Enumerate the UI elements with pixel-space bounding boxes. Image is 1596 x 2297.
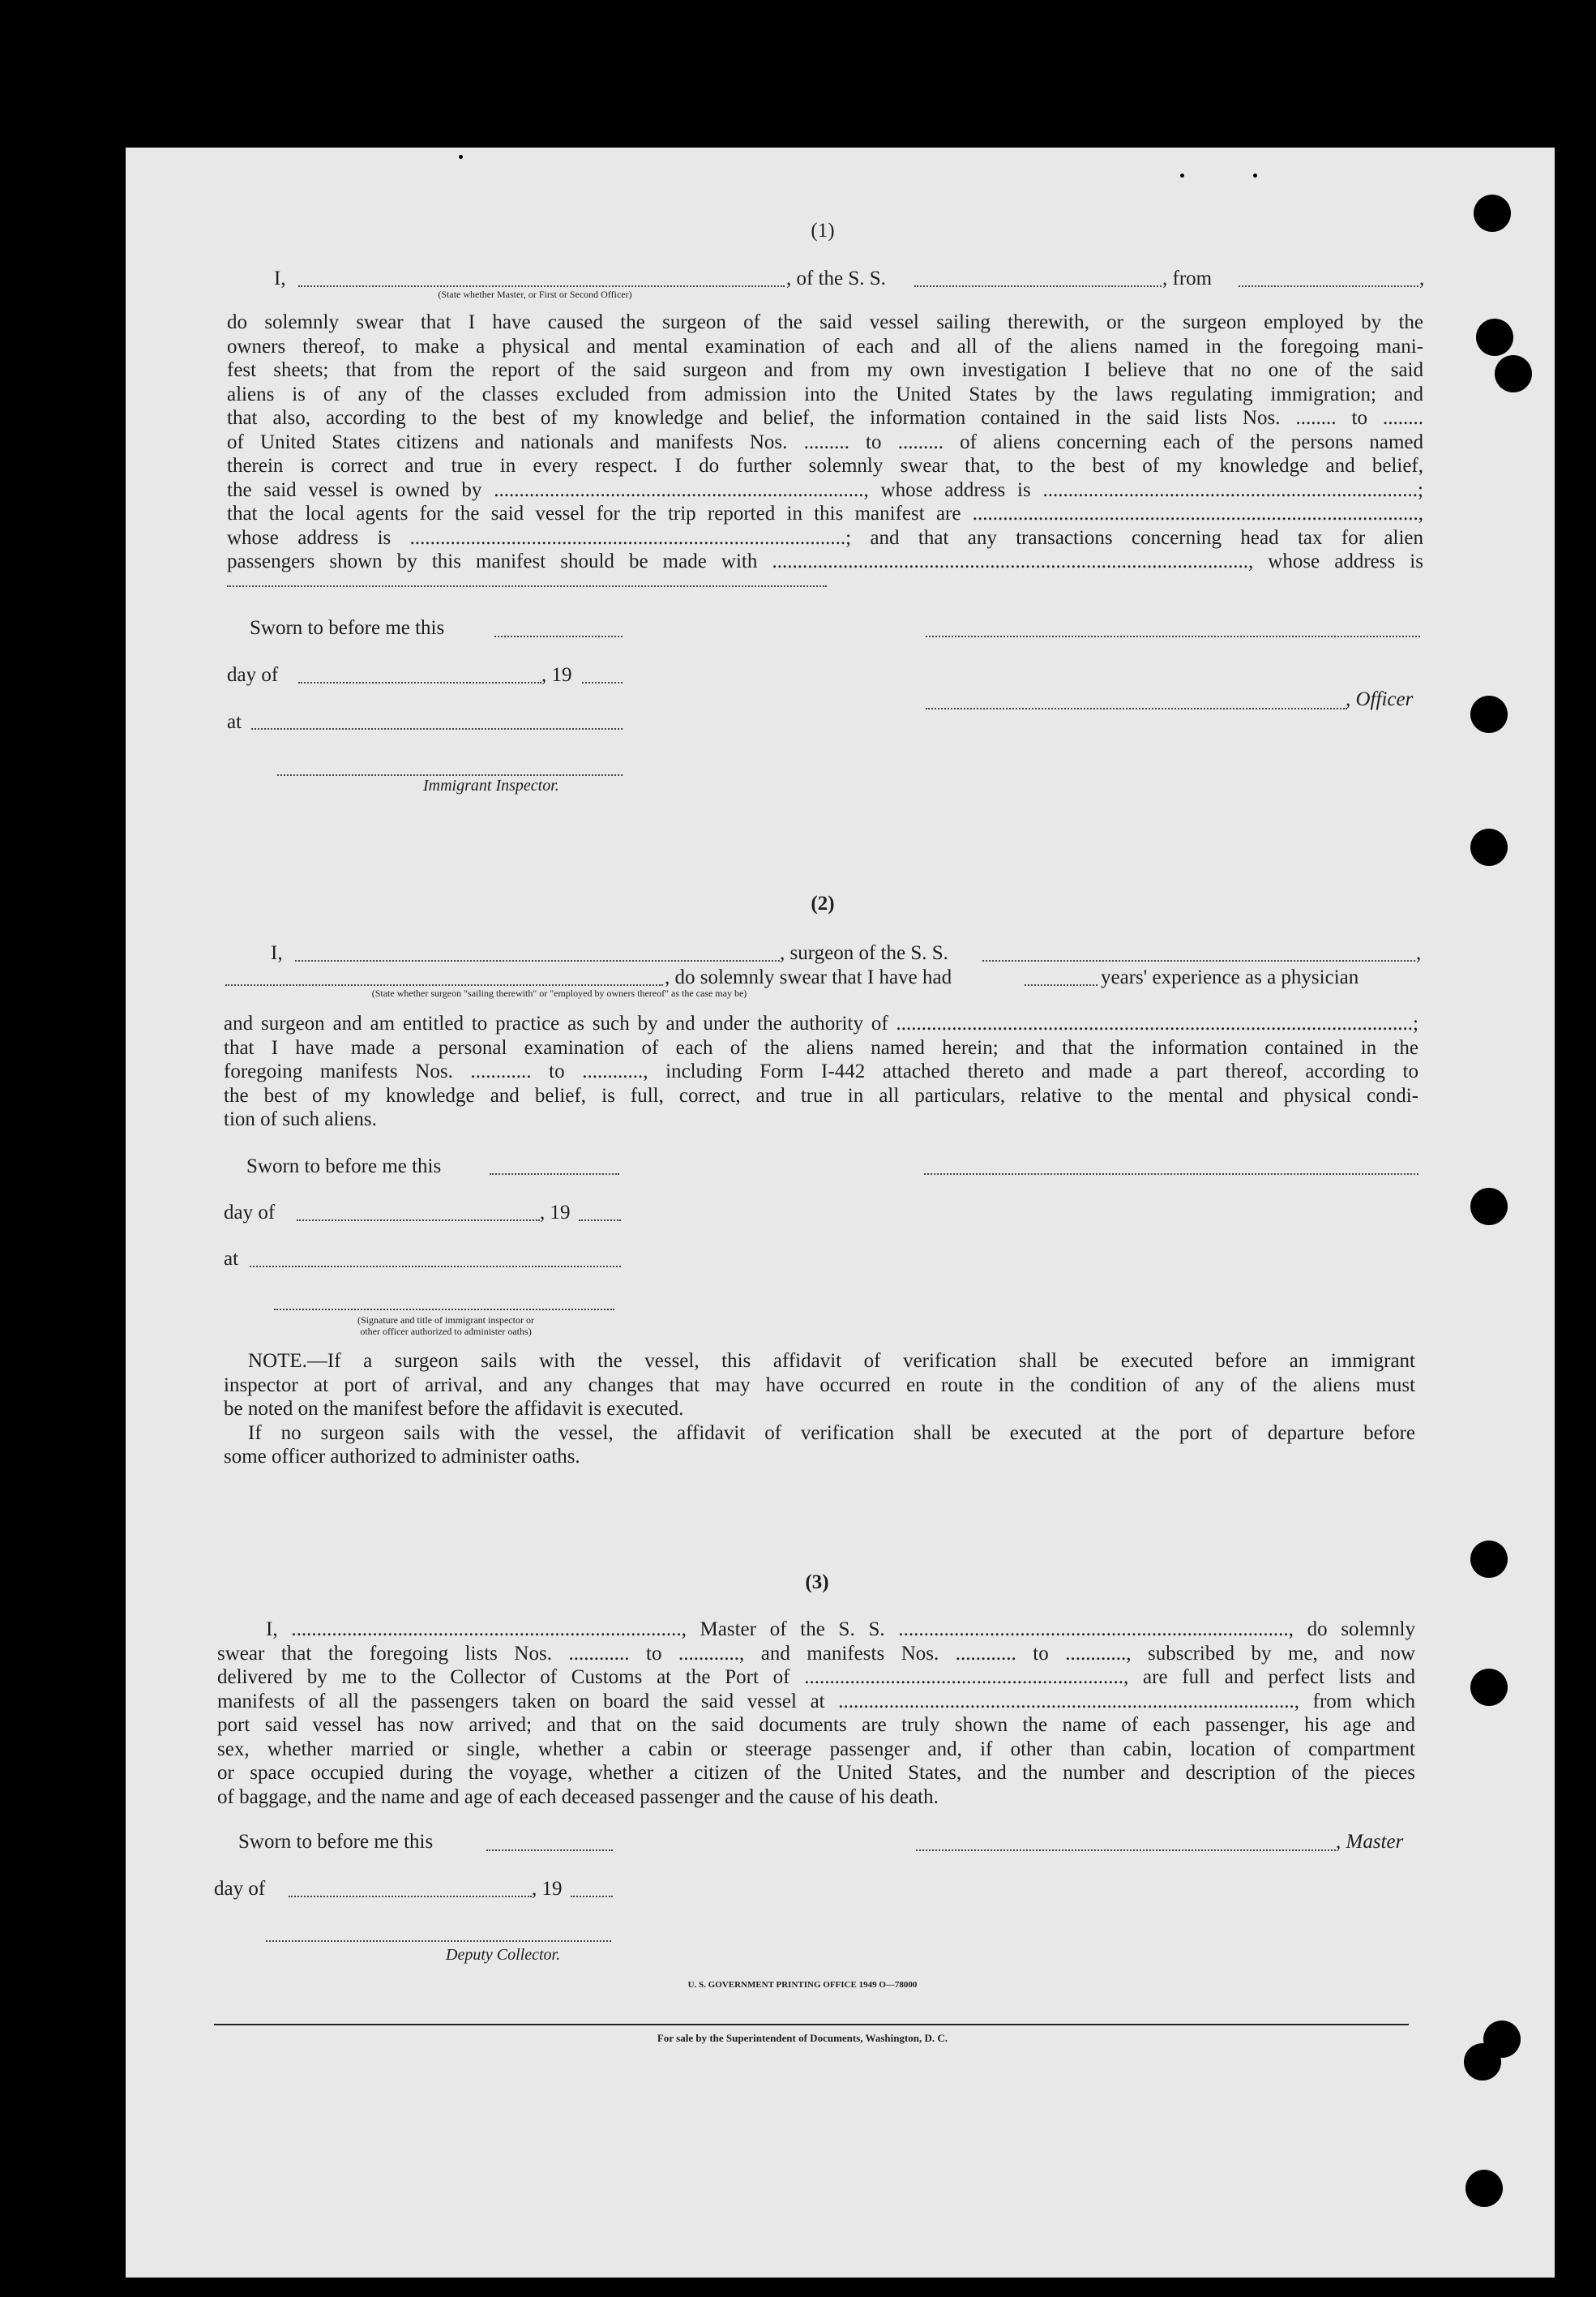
note-line: NOTE.—If a surgeon sails with the vessel, this affidavit of verification shall be executed before an immigrant xyxy=(248,1350,1415,1372)
section-3-oath xyxy=(217,1618,1415,1809)
punch-hole xyxy=(1470,829,1508,866)
note-line: some officer authorized to administer oaths. xyxy=(224,1446,580,1468)
verification-note xyxy=(224,1349,1415,1469)
section-1-oath xyxy=(227,311,1423,574)
signature-line xyxy=(926,636,1420,637)
day-of-label: day of xyxy=(227,664,279,686)
footer-rule xyxy=(214,2024,1409,2025)
speck xyxy=(1253,174,1257,178)
section-2-comma: , xyxy=(1416,942,1422,964)
section-2-i: I, xyxy=(271,942,283,964)
signature-note: (Signature and title of immigrant inspector or xyxy=(357,1314,534,1326)
punch-hole xyxy=(1464,2043,1501,2081)
printing-office-imprint: U. S. GOVERNMENT PRINTING OFFICE 1949 O—78000 xyxy=(687,1980,918,1990)
section-2-number: (2) xyxy=(811,893,835,915)
section-1-number: (1) xyxy=(811,220,835,242)
sworn-label: Sworn to before me this xyxy=(246,1155,442,1177)
blank-surgeon-status xyxy=(225,984,663,986)
speck xyxy=(459,155,463,159)
note-line: inspector at port of arrival, and any changes that may have occurred en route in the condition of any of the aliens must xyxy=(224,1373,1415,1396)
at-label: at xyxy=(224,1248,239,1270)
section-2-years: years' experience as a physician xyxy=(1101,966,1359,988)
punch-hole xyxy=(1470,1541,1508,1578)
blank-sworn-date xyxy=(490,1173,619,1175)
oath-line: that also, according to the best of my knowledge and belief, the information contained in the said lists Nos. ........ to ........ xyxy=(227,407,1423,429)
section-2-swear: , do solemnly swear that I have had xyxy=(665,966,952,988)
oath-line: aliens is of any of the classes excluded from admission into the United States by the laws regulating immigration; and xyxy=(227,383,1423,405)
blank-vessel xyxy=(914,285,1162,287)
master-signature-line xyxy=(916,1849,1336,1851)
blank-sworn-date xyxy=(486,1849,613,1851)
blank-surgeon-vessel xyxy=(982,960,1415,962)
inspector-label: Immigrant Inspector. xyxy=(423,777,559,795)
blank-place xyxy=(250,1266,621,1267)
punch-hole xyxy=(1470,696,1508,733)
oath-line: whose address is ......................................................................................; and that any transactions concerning head tax for alien xyxy=(227,526,1423,549)
oath-line: of baggage, and the name and age of each deceased passenger and the cause of his death. xyxy=(217,1785,939,1808)
oath-line: sex, whether married or single, whether a cabin or steerage passenger and, if other than cabin, location of compartment xyxy=(217,1738,1415,1760)
speck xyxy=(1180,174,1184,178)
at-label: at xyxy=(227,711,242,733)
sale-notice: For sale by the Superintendent of Documents, Washington, D. C. xyxy=(657,2032,948,2044)
oath-line: owners thereof, to make a physical and mental examination of each and all of the aliens named in the foregoing mani- xyxy=(227,335,1423,358)
punch-hole xyxy=(1470,1188,1508,1225)
section-2-oath xyxy=(224,1012,1418,1132)
blank-year xyxy=(571,1896,613,1897)
oath-line: I, ............................................................................., Master of the S. S. ............................................................................., do solemnly xyxy=(266,1618,1415,1640)
oath-line: do solemnly swear that I have caused the surgeon of the said vessel sailing therewith, or the surgeon employed by the xyxy=(227,311,1423,333)
section-3-number: (3) xyxy=(805,1571,829,1593)
section-2-surgeon-of: , surgeon of the S. S. xyxy=(780,942,948,964)
punch-hole xyxy=(1495,355,1532,392)
sworn-label: Sworn to before me this xyxy=(250,617,445,639)
oath-line: tion of such aliens. xyxy=(224,1108,377,1130)
day-of-label: day of xyxy=(214,1878,266,1900)
blank-day xyxy=(289,1896,532,1897)
oath-line: manifests of all the passengers taken on board the said vessel at .........................................................................................., from which xyxy=(217,1690,1415,1712)
punch-hole xyxy=(1470,1669,1508,1706)
year-label: , 19 xyxy=(540,1202,571,1223)
section-1-from: , from xyxy=(1162,268,1213,289)
oath-line: delivered by me to the Collector of Customs at the Port of ..............................................................., are full and perfect lists and xyxy=(217,1666,1415,1688)
official-signature-line xyxy=(274,1309,614,1310)
year-label: , 19 xyxy=(532,1878,563,1900)
oath-line: port said vessel has now arrived; and that on the said documents are truly shown the name of each passenger, his age and xyxy=(217,1714,1415,1736)
blank-port xyxy=(1239,285,1418,287)
blank-surgeon-name xyxy=(295,960,780,962)
blank-name xyxy=(298,285,785,287)
signature-line xyxy=(924,1173,1418,1175)
section-1-i: I, xyxy=(274,268,286,289)
officer-signature-line xyxy=(926,708,1347,709)
section-1-of-ss: , of the S. S. xyxy=(786,268,886,289)
day-of-label: day of xyxy=(224,1202,276,1223)
oath-line: of United States citizens and nationals and manifests Nos. ......... to ......... of aliens concerning each of the persons named xyxy=(227,431,1423,453)
punch-hole xyxy=(1465,2170,1503,2207)
note-line: be noted on the manifest before the affidavit is executed. xyxy=(224,1398,684,1420)
officer-rank-note: (State whether Master, or First or Second Officer) xyxy=(438,289,632,300)
master-label: , Master xyxy=(1336,1831,1404,1853)
signature-note: other officer authorized to administer oaths) xyxy=(360,1326,532,1337)
oath-line: fest sheets; that from the report of the said surgeon and from my own investigation I believe that no one of the said xyxy=(227,359,1423,381)
collector-signature-line xyxy=(266,1940,611,1942)
blank-place xyxy=(251,728,623,730)
surgeon-status-note: (State whether surgeon "sailing therewith" or "employed by owners thereof" as the case may be) xyxy=(371,988,747,999)
blank-day xyxy=(297,1219,540,1221)
blank-sworn-date xyxy=(494,636,623,637)
oath-line: that I have made a personal examination of each of the aliens named herein; and that the information contained in the xyxy=(224,1036,1418,1059)
blank-year xyxy=(582,682,623,684)
oath-line: that the local agents for the said vessel for the trip reported in this manifest are ........................................................................................, xyxy=(227,503,1423,525)
punch-hole xyxy=(1474,195,1511,232)
year-label: , 19 xyxy=(541,664,572,686)
blank-agent-address xyxy=(227,585,827,587)
sworn-label: Sworn to before me this xyxy=(238,1831,434,1853)
deputy-collector-label: Deputy Collector. xyxy=(446,1946,561,1964)
punch-hole xyxy=(1476,319,1513,356)
oath-line: and surgeon and am entitled to practice as such by and under the authority of ......................................................................................................; xyxy=(224,1013,1418,1035)
officer-label: , Officer xyxy=(1346,688,1414,710)
section-1-comma: , xyxy=(1419,268,1425,289)
oath-line: foregoing manifests Nos. ............ to ............, including Form I-442 attached thereto and made a part thereof, according to xyxy=(224,1061,1418,1082)
oath-line: the best of my knowledge and belief, is full, correct, and true in all particulars, relative to the mental and physical condi- xyxy=(224,1084,1418,1107)
blank-year xyxy=(579,1219,621,1221)
oath-line: swear that the foregoing lists Nos. ............ to ............, and manifests Nos. ............ to ............, subscribed by me, and now xyxy=(217,1642,1415,1665)
oath-line: or space occupied during the voyage, whether a citizen of the United States, and the number and description of the pieces xyxy=(217,1762,1415,1784)
blank-years xyxy=(1025,984,1098,986)
blank-day xyxy=(298,682,541,684)
oath-line: passengers shown by this manifest should be made with .............................................................................................., whose address is xyxy=(227,551,1423,572)
note-line: If no surgeon sails with the vessel, the affidavit of verification shall be executed at the port of departure before xyxy=(248,1421,1415,1444)
oath-line: therein is correct and true in every respect. I do further solemnly swear that, to the best of my knowledge and belief, xyxy=(227,455,1423,477)
oath-line: the said vessel is owned by ........................................................................., whose address is ..........................................................................; xyxy=(227,478,1423,501)
